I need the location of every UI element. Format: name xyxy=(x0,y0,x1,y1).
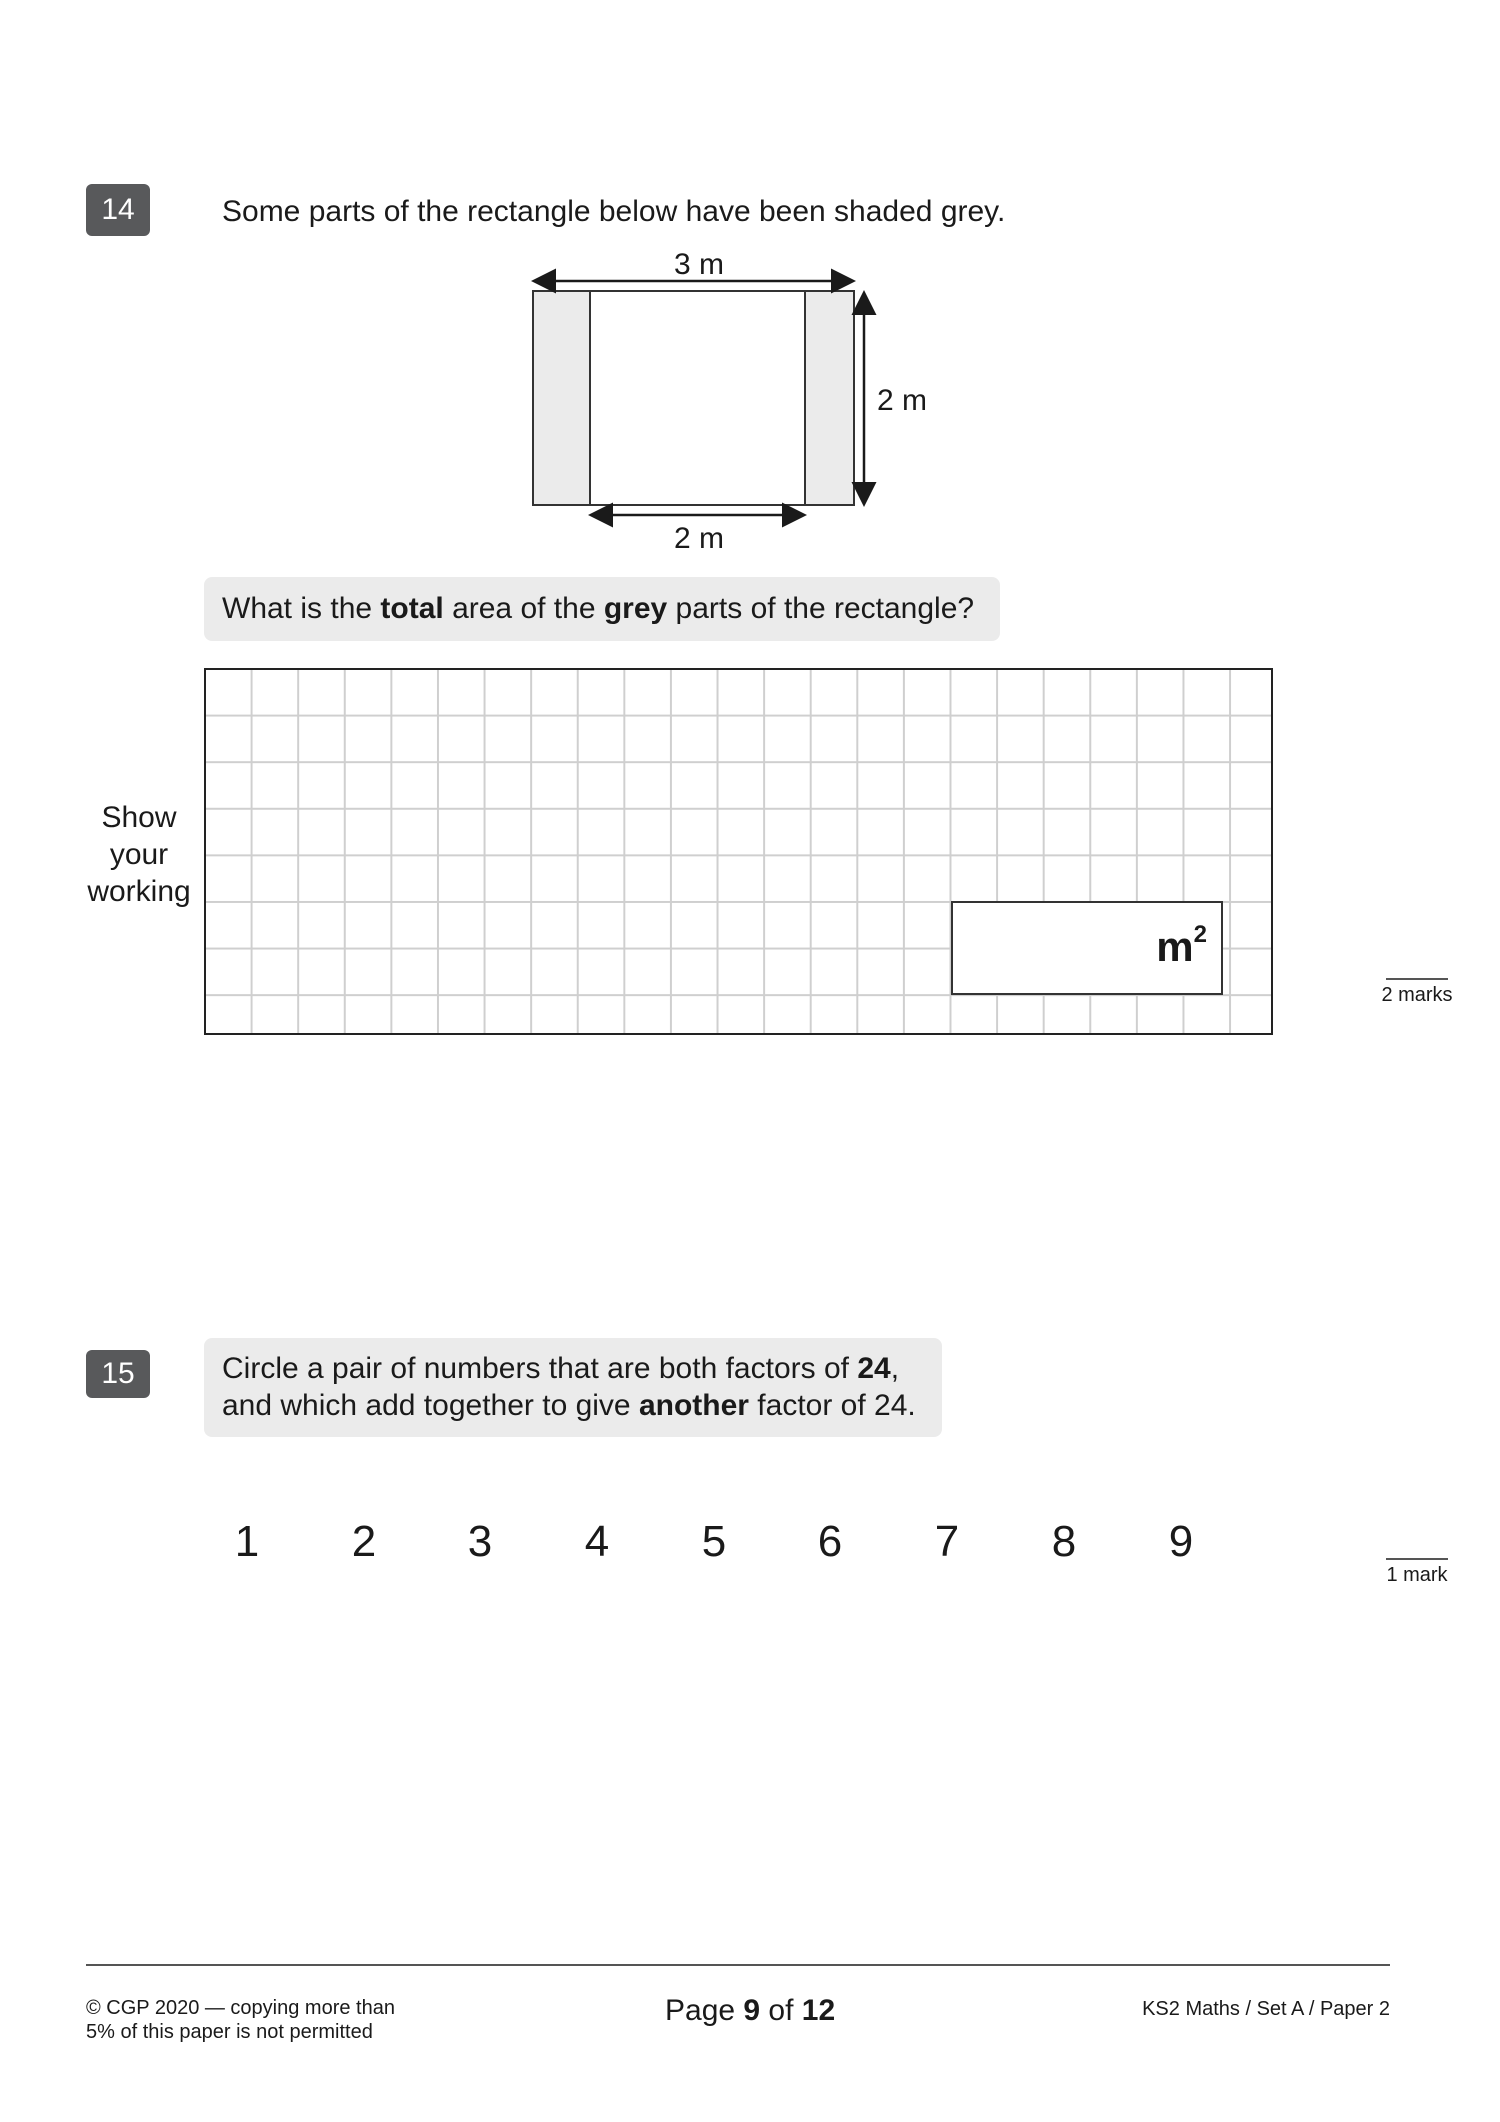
q14-question-box xyxy=(204,577,1000,641)
question-number-15 xyxy=(86,1350,150,1398)
number-option-3[interactable]: 3 xyxy=(467,1517,493,1566)
number-option-4[interactable]: 4 xyxy=(584,1517,610,1566)
q14-marks: 2 marks xyxy=(1377,978,1457,1007)
show-working-label: Show your working xyxy=(87,801,191,908)
answer-unit: $m^2$ xyxy=(1156,921,1207,970)
number-option-1[interactable]: 1 xyxy=(234,1517,260,1566)
marks-line xyxy=(1386,978,1448,980)
paper-id: KS2 Maths / Set A / Paper 2 xyxy=(1142,1998,1390,2020)
question-number-14 xyxy=(86,184,150,236)
number-option-2[interactable]: 2 xyxy=(351,1517,377,1566)
q14-question-text: What is the total area of the grey parts of the rectangle? xyxy=(222,592,975,625)
q15-question-text: Circle a pair of numbers that are both factors of 24, and which add together to give another factor of 24. xyxy=(222,1352,916,1422)
dimension-label-top: 3 m xyxy=(674,248,725,281)
number-option-6[interactable]: 6 xyxy=(817,1517,843,1566)
grey-strip-left xyxy=(533,291,590,505)
q15-marks: 1 mark xyxy=(1377,1558,1457,1587)
q15-question-box xyxy=(204,1338,942,1437)
number-option-9[interactable]: 9 xyxy=(1168,1517,1194,1566)
answer-box[interactable] xyxy=(951,901,1223,995)
page-indicator: Page 9 of 12 xyxy=(665,1994,836,2027)
dimension-label-right: 2 m xyxy=(877,384,928,417)
number-option-7[interactable]: 7 xyxy=(934,1517,960,1566)
q14-intro-text: Some parts of the rectangle below have been shaded grey. xyxy=(222,195,1006,228)
grey-strip-right xyxy=(805,291,854,505)
question-number-label: 15 xyxy=(101,1357,135,1390)
number-option-5[interactable]: 5 xyxy=(701,1517,727,1566)
marks-line xyxy=(1386,1558,1448,1560)
number-option-8[interactable]: 8 xyxy=(1051,1517,1077,1566)
footer-copyright: © CGP 2020 — copying more than 5% of this paper is not permitted xyxy=(86,1997,395,2043)
footer-divider xyxy=(86,1964,1390,1966)
question-number-label: 14 xyxy=(101,193,135,226)
dimension-label-bottom: 2 m xyxy=(674,522,725,555)
